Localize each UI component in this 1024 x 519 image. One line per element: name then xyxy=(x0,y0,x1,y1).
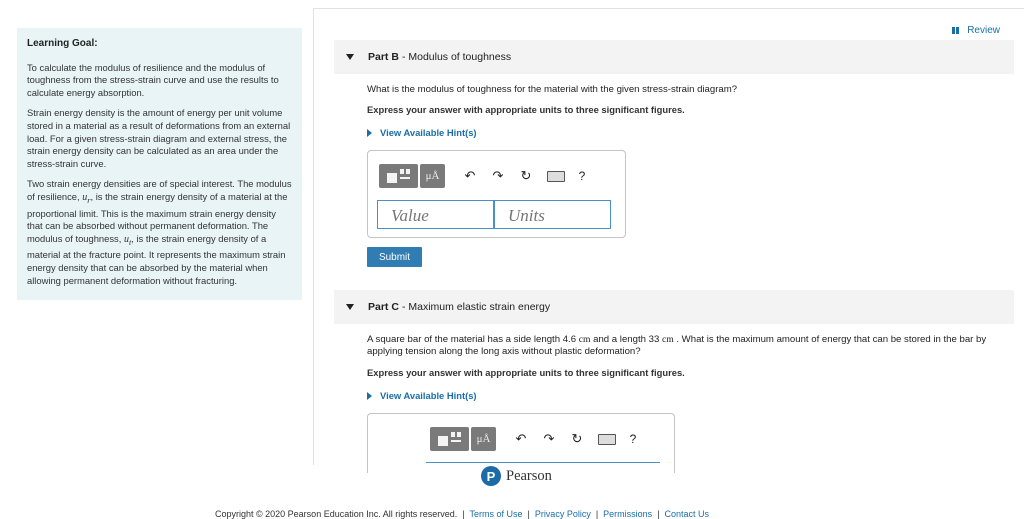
ut-symbol: $u_t$ xyxy=(123,233,132,247)
part-b-answer-box xyxy=(367,150,626,238)
undo-icon[interactable]: ↶ xyxy=(515,431,527,446)
column-divider xyxy=(313,8,314,465)
footer-link-permissions[interactable]: Permissions xyxy=(603,509,653,519)
pearson-logo-icon: P xyxy=(481,466,501,486)
collapse-caret-icon[interactable] xyxy=(346,54,354,60)
reset-icon[interactable]: ↻ xyxy=(520,168,532,183)
part-b-header[interactable] xyxy=(334,40,1014,74)
part-b-toolbar xyxy=(379,164,591,188)
part-c-answer-box xyxy=(367,413,675,473)
footer-copyright: Copyright © 2020 Pearson Education Inc. All rights reserved. xyxy=(215,509,458,519)
value-input[interactable] xyxy=(377,200,494,229)
hint-caret-icon xyxy=(367,392,372,400)
keyboard-icon[interactable] xyxy=(596,430,618,448)
part-c-title: - Maximum elastic strain energy xyxy=(401,301,551,313)
part-b-instruction: Express your answer with appropriate units to three significant figures. xyxy=(367,104,685,115)
part-b-hint-link[interactable]: View Available Hint(s) xyxy=(367,127,477,138)
part-c-hint-link[interactable]: View Available Hint(s) xyxy=(367,390,477,401)
learning-goal-text-2: Strain energy density is the amount of energy per unit volume stored in a material as a result of deformations from an external load. For a given stress-strain diagram and external stress, the strain energy density can be calculated as an area under the stress-strain curve. xyxy=(27,107,291,169)
answer-field-edge xyxy=(426,462,660,463)
undo-icon[interactable]: ↶ xyxy=(464,168,476,183)
review-icon xyxy=(952,27,962,34)
templates-button[interactable] xyxy=(430,427,469,451)
learning-goal-panel xyxy=(17,28,302,300)
submit-button[interactable]: Submit xyxy=(367,247,422,267)
part-c-label: Part C xyxy=(368,301,399,313)
review-link[interactable] xyxy=(952,25,1000,36)
templates-icon xyxy=(386,168,412,184)
footer-link-terms[interactable]: Terms of Use xyxy=(469,509,523,519)
footer-link-privacy[interactable]: Privacy Policy xyxy=(534,509,591,519)
footer: Copyright © 2020 Pearson Education Inc. All rights reserved. | Terms of Use | Privacy Policy | Permissions | Contact Us xyxy=(215,509,710,519)
templates-button[interactable] xyxy=(379,164,418,188)
hint-caret-icon xyxy=(367,129,372,137)
top-divider xyxy=(313,8,1024,9)
units-symbol-button[interactable]: μÅ xyxy=(420,164,445,188)
redo-icon[interactable]: ↷ xyxy=(492,168,504,183)
footer-link-contact[interactable]: Contact Us xyxy=(664,509,710,519)
help-icon[interactable]: ? xyxy=(629,432,637,446)
part-c-toolbar xyxy=(430,427,642,451)
units-symbol-button[interactable]: μÅ xyxy=(471,427,496,451)
learning-goal-title: Learning Goal: xyxy=(27,38,98,49)
reset-icon[interactable]: ↻ xyxy=(571,431,583,446)
part-c-header[interactable] xyxy=(334,290,1014,324)
collapse-caret-icon[interactable] xyxy=(346,304,354,310)
pearson-logo xyxy=(481,466,552,486)
pearson-brand-text: Pearson xyxy=(506,467,552,484)
help-icon[interactable]: ? xyxy=(578,169,586,183)
part-b-question: What is the modulus of toughness for the material with the given stress-strain diagram? xyxy=(367,84,738,95)
part-c-instruction: Express your answer with appropriate units to three significant figures. xyxy=(367,367,685,378)
review-label: Review xyxy=(967,25,1000,36)
learning-goal-text-3: Two strain energy densities are of special interest. The modulus of resilience, $u_r$, is the strain energy density of a material at the proportional limit. This is the maximum strain energy density that can be absorbed without permanent deformation. The modulus of toughness, $u_t$, is the strain energy density of a material at the fracture point. It represents the maximum strain energy density that can be absorbed by the material when allowing permanent deformation without fracturing. xyxy=(27,178,292,286)
learning-goal-text-1: To calculate the modulus of resilience and the modulus of toughness from the stress-strain curve and use the results to calculate energy absorption. xyxy=(27,61,279,98)
keyboard-icon[interactable] xyxy=(545,167,567,185)
redo-icon[interactable]: ↷ xyxy=(543,431,555,446)
ur-symbol: $u_r$ xyxy=(82,191,91,205)
part-c-question: A square bar of the material has a side length 4.6 cm and a length 33 cm . What is the maximum amount of energy that can be stored in the bar by applying tension along the long axis without plastic deformation? xyxy=(367,334,987,357)
templates-icon xyxy=(437,431,463,447)
part-b-label: Part B xyxy=(368,51,399,63)
units-input[interactable] xyxy=(494,200,611,229)
part-b-title: - Modulus of toughness xyxy=(401,51,512,63)
